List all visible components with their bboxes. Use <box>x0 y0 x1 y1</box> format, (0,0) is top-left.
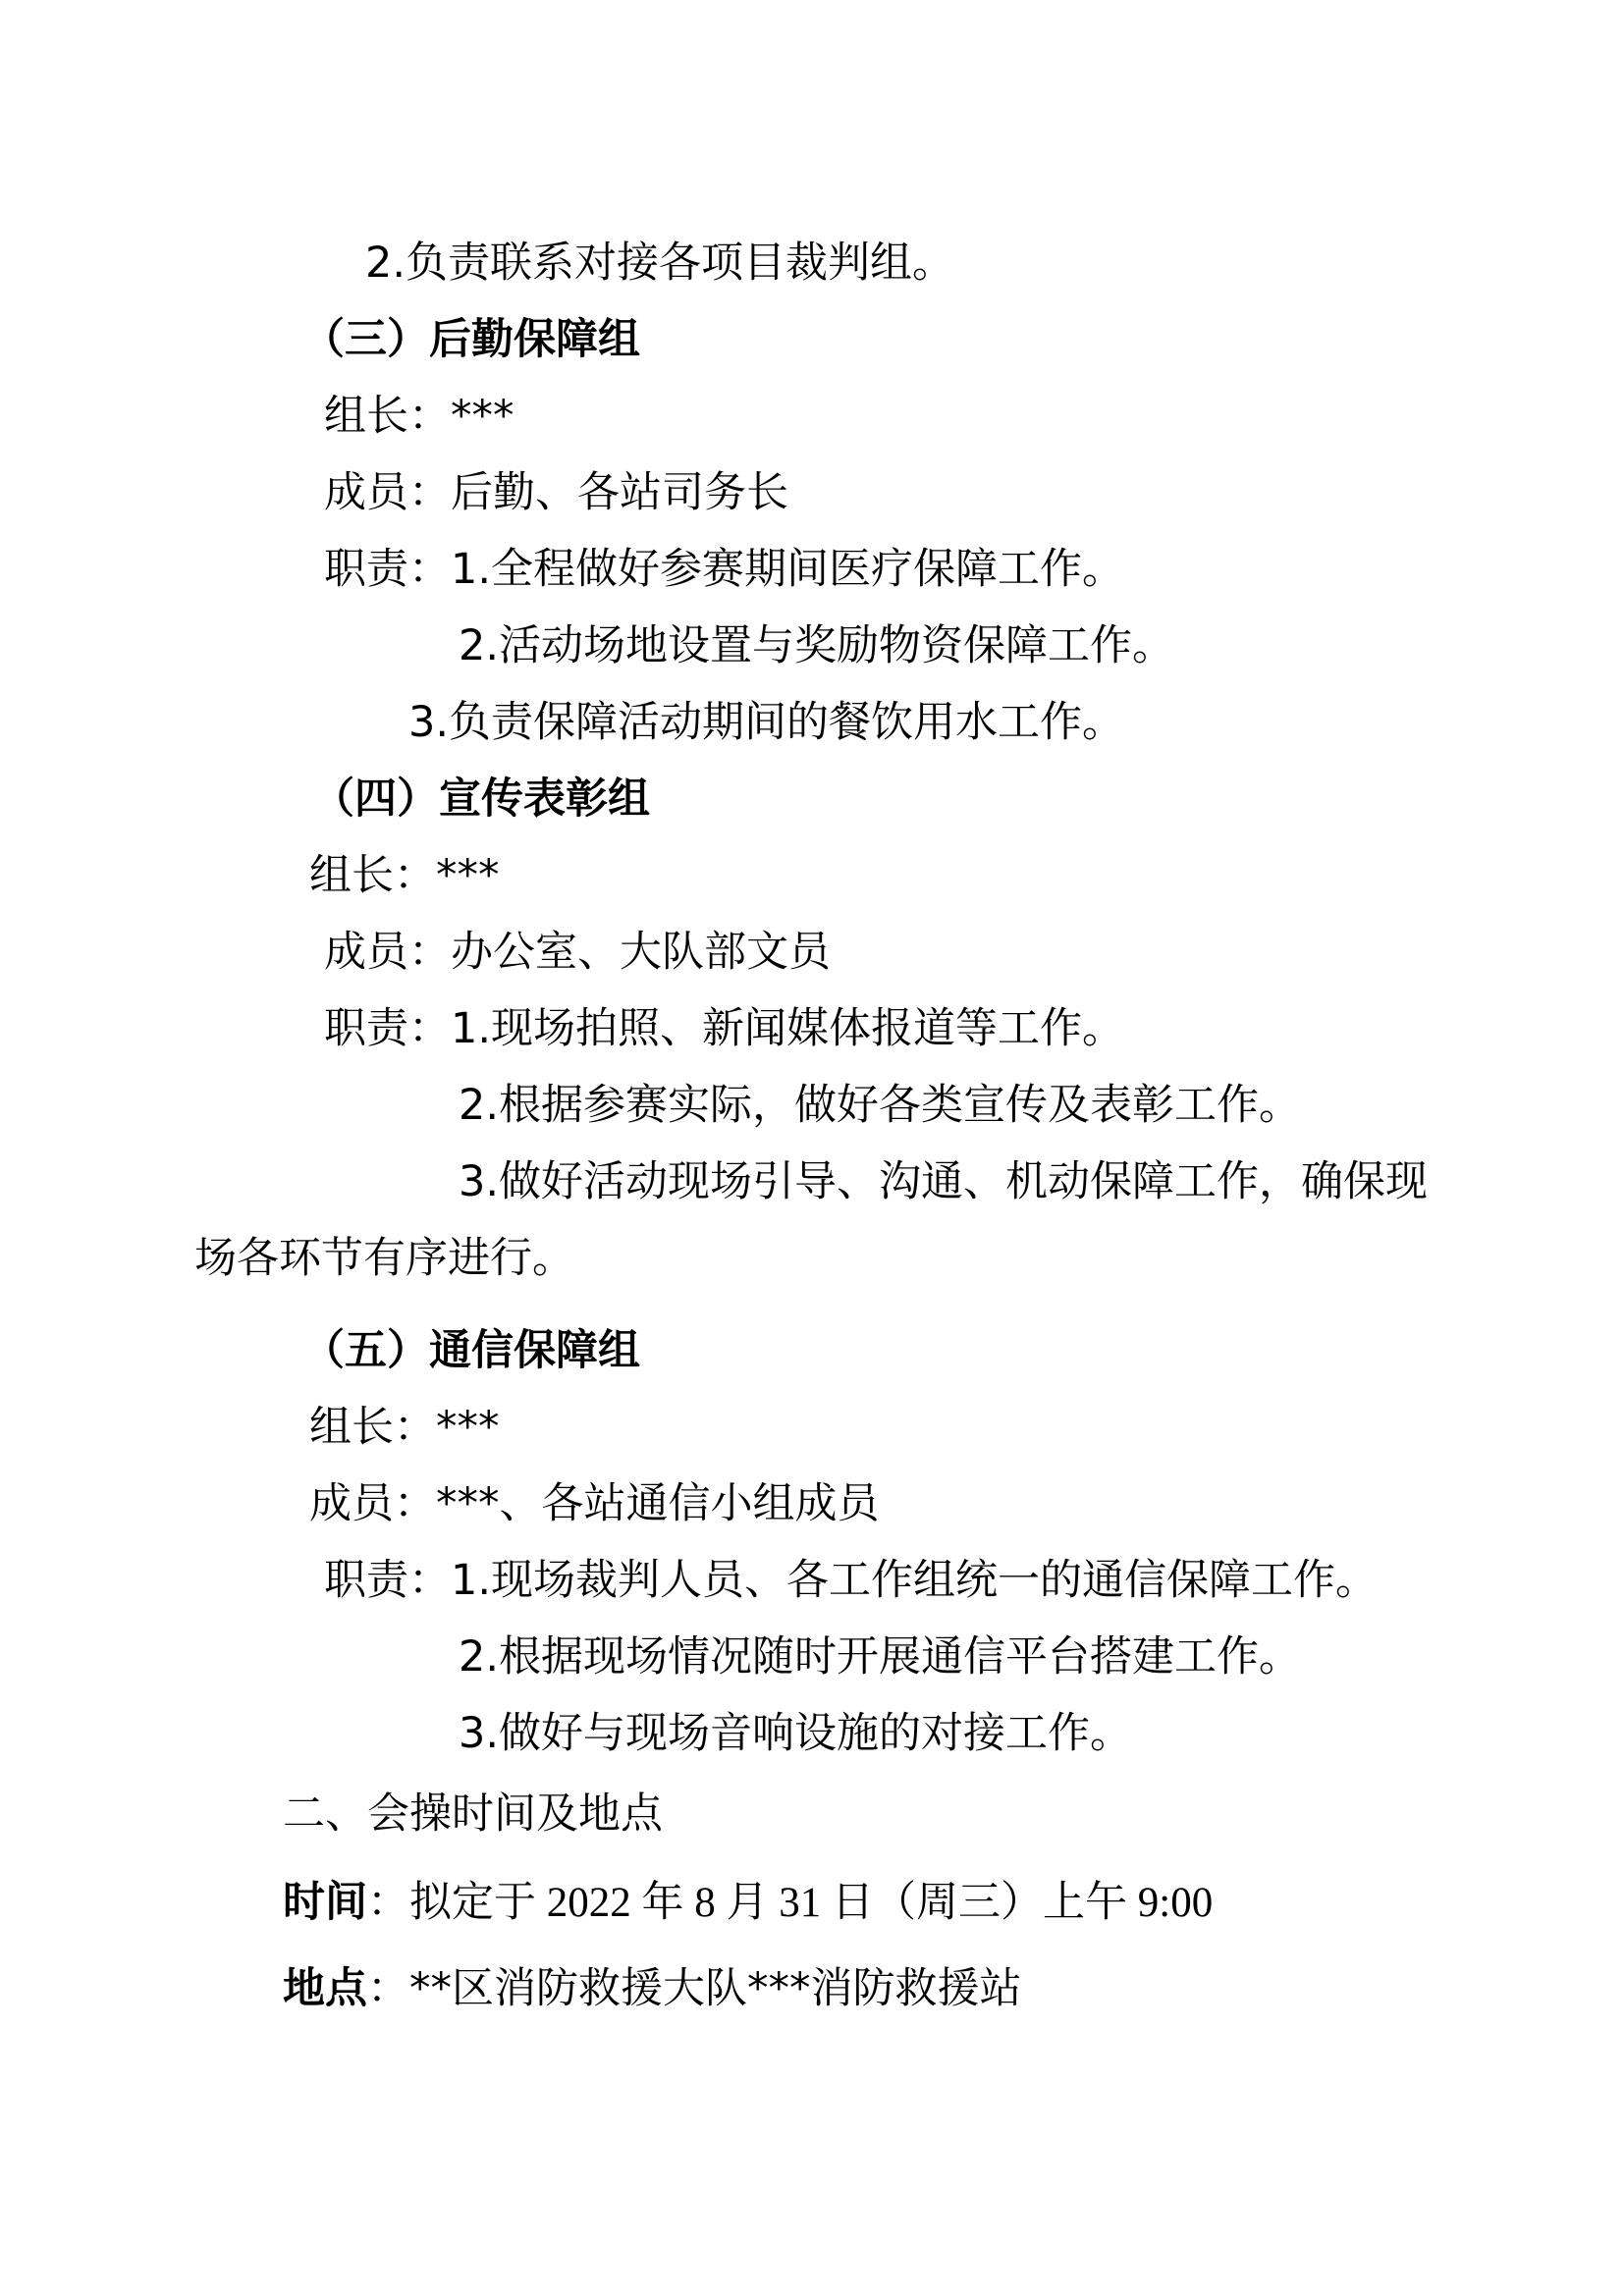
place-row <box>283 1959 1022 2018</box>
group4-heading: （四）宣传表彰组 <box>312 774 650 824</box>
time-value-date: 2022 年 8 月 31 日 <box>536 1880 874 1926</box>
group5-leader: 组长：*** <box>309 1403 500 1452</box>
section2-heading: 二、会操时间及地点 <box>283 1789 663 1839</box>
group2-duties-item2: 2.负责联系对接各项目裁判组。 <box>365 239 955 288</box>
group3-duties-item2: 2.活动场地设置与奖励物资保障工作。 <box>459 621 1175 670</box>
group4-leader: 组长：*** <box>309 851 500 900</box>
group4-duties-item3-line1: 3.做好活动现场引导、沟通、机动保障工作，确保现 <box>459 1157 1429 1206</box>
group4-duties-item2: 2.根据参赛实际，做好各类宣传及表彰工作。 <box>459 1081 1302 1130</box>
group4-duties-item3-line2: 场各环节有序进行。 <box>194 1234 574 1283</box>
group5-duties-item3: 3.做好与现场音响设施的对接工作。 <box>459 1709 1133 1758</box>
group5-duties-item1: 职责：1.现场裁判人员、各工作组统一的通信保障工作。 <box>324 1556 1379 1605</box>
time-value-suffix: （周三）上午 9:00 <box>874 1880 1214 1926</box>
group5-duties-item2: 2.根据现场情况随时开展通信平台搭建工作。 <box>459 1632 1302 1682</box>
group3-duties-item1: 职责：1.全程做好参赛期间医疗保障工作。 <box>324 545 1125 594</box>
group5-members: 成员：***、各站通信小组成员 <box>309 1479 880 1528</box>
time-row <box>283 1873 1213 1933</box>
group3-members: 成员：后勤、各站司务长 <box>324 468 788 517</box>
place-value: ：**区消防救援大队***消防救援站 <box>367 1964 1022 2013</box>
group5-heading: （五）通信保障组 <box>302 1326 640 1375</box>
group4-members: 成员：办公室、大队部文员 <box>324 928 831 977</box>
time-value-prefix: ：拟定于 <box>367 1878 536 1927</box>
group4-duties-item1: 职责：1.现场拍照、新闻媒体报道等工作。 <box>324 1004 1125 1053</box>
place-label: 地点 <box>283 1964 367 2013</box>
time-label: 时间 <box>283 1878 367 1927</box>
group3-heading: （三）后勤保障组 <box>302 315 640 364</box>
group3-duties-item3: 3.负责保障活动期间的餐饮用水工作。 <box>408 698 1125 747</box>
group3-leader: 组长：*** <box>324 392 514 441</box>
